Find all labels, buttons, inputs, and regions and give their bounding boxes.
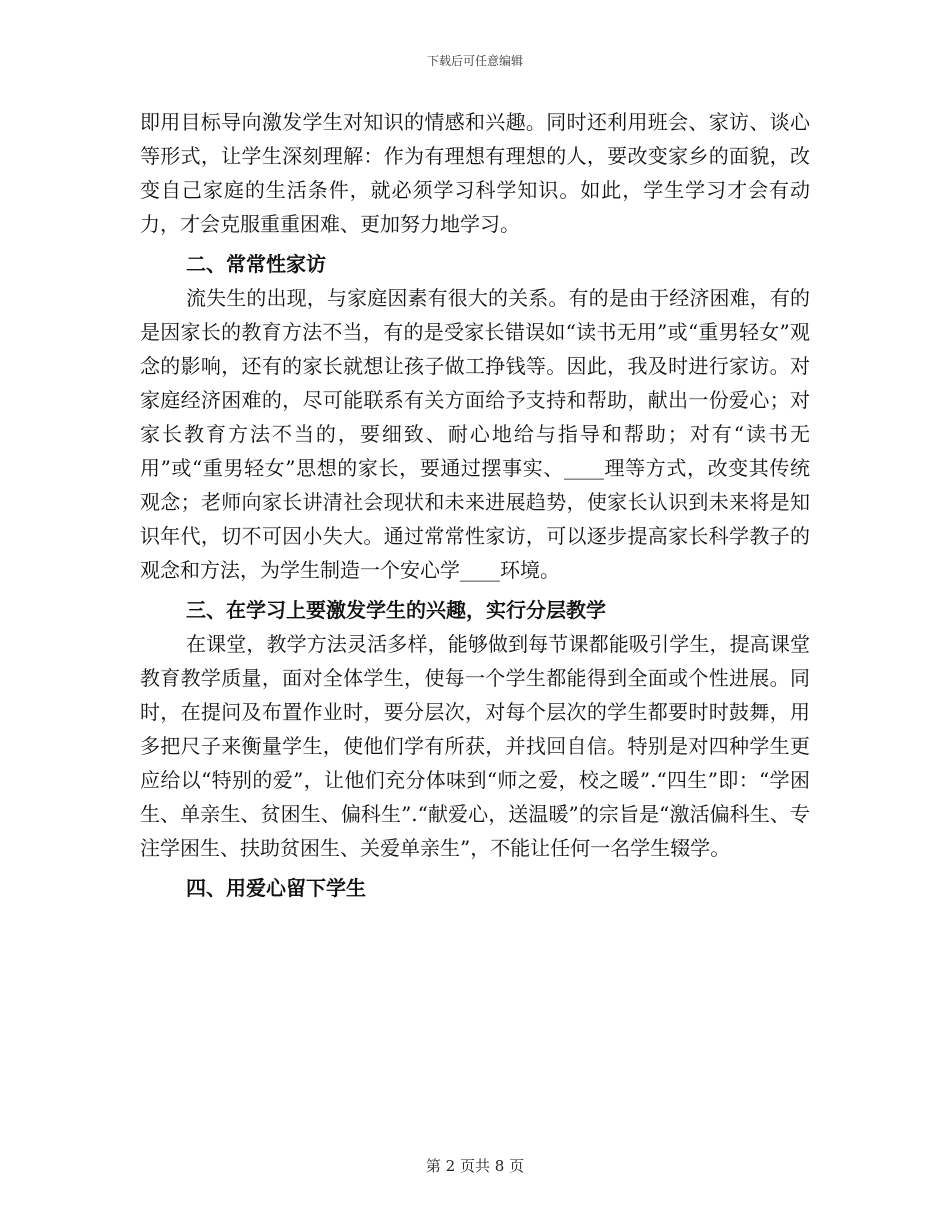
section-heading-4: 四、用爱心留下学生: [186, 876, 366, 900]
section-heading-3: 三、在学习上要激发学生的兴趣，实行分层教学: [186, 598, 606, 622]
paragraph-2: 流失生的出现，与家庭因素有很大的关系。有的是由于经济困难，有的是因家长的教育方法不当，有的是受家长错误如“读书无用”或“重男轻女”观念的影响，还有的家长就想让孩子做工挣钱等。因此，我及时进行家访。对家庭经济困难的，尽可能联系有关方面给予支持和帮助，献出一份爱心；对家长教育方法不当的，要细致、耐心地给与指导和帮助；对有“读书无用”或“重男轻女”思想的家长，要通过摆事实、____理等方式，改变其传统观念；老师向家长讲清社会现状和未来进展趋势，使家长认识到未来将是知识年代，切不可因小失大。通过常常性家访，可以逐步提高家长科学教子的观念和方法，为学生制造一个安心学____环境。: [140, 286, 810, 582]
page-number: 第 2 页共 8 页: [425, 1157, 525, 1175]
page-header-note: 下载后可任意编辑: [426, 54, 523, 68]
paragraph-1: 即用目标导向激发学生对知识的情感和兴趣。同时还利用班会、家访、谈心等形式，让学生深刻理解：作为有理想有理想的人，要改变家乡的面貌，改变自己家庭的生活条件，就必须学习科学知识。如此，学生学习才会有动力，才会克服重重困难、更加努力地学习。: [140, 110, 810, 236]
document-body: [140, 105, 810, 905]
paragraph-3: 在课堂，教学方法灵活多样，能够做到每节课都能吸引学生，提高课堂教育教学质量，面对全体学生，使每一个学生都能得到全面或个性进展。同时，在提问及布置作业时，要分层次，对每个层次的学生都要时时鼓舞，用多把尺子来衡量学生，使他们学有所获，并找回自信。特别是对四种学生更应给以“特别的爱”，让他们充分体味到“师之爱，校之暖”.“四生”即：“学困生、单亲生、贫困生、偏科生”.“献爱心，送温暖”的宗旨是“激活偏科生、专注学困生、扶助贫困生、关爱单亲生”，不能让任何一名学生辍学。: [140, 632, 810, 860]
section-heading-2: 二、常常性家访: [186, 252, 326, 276]
